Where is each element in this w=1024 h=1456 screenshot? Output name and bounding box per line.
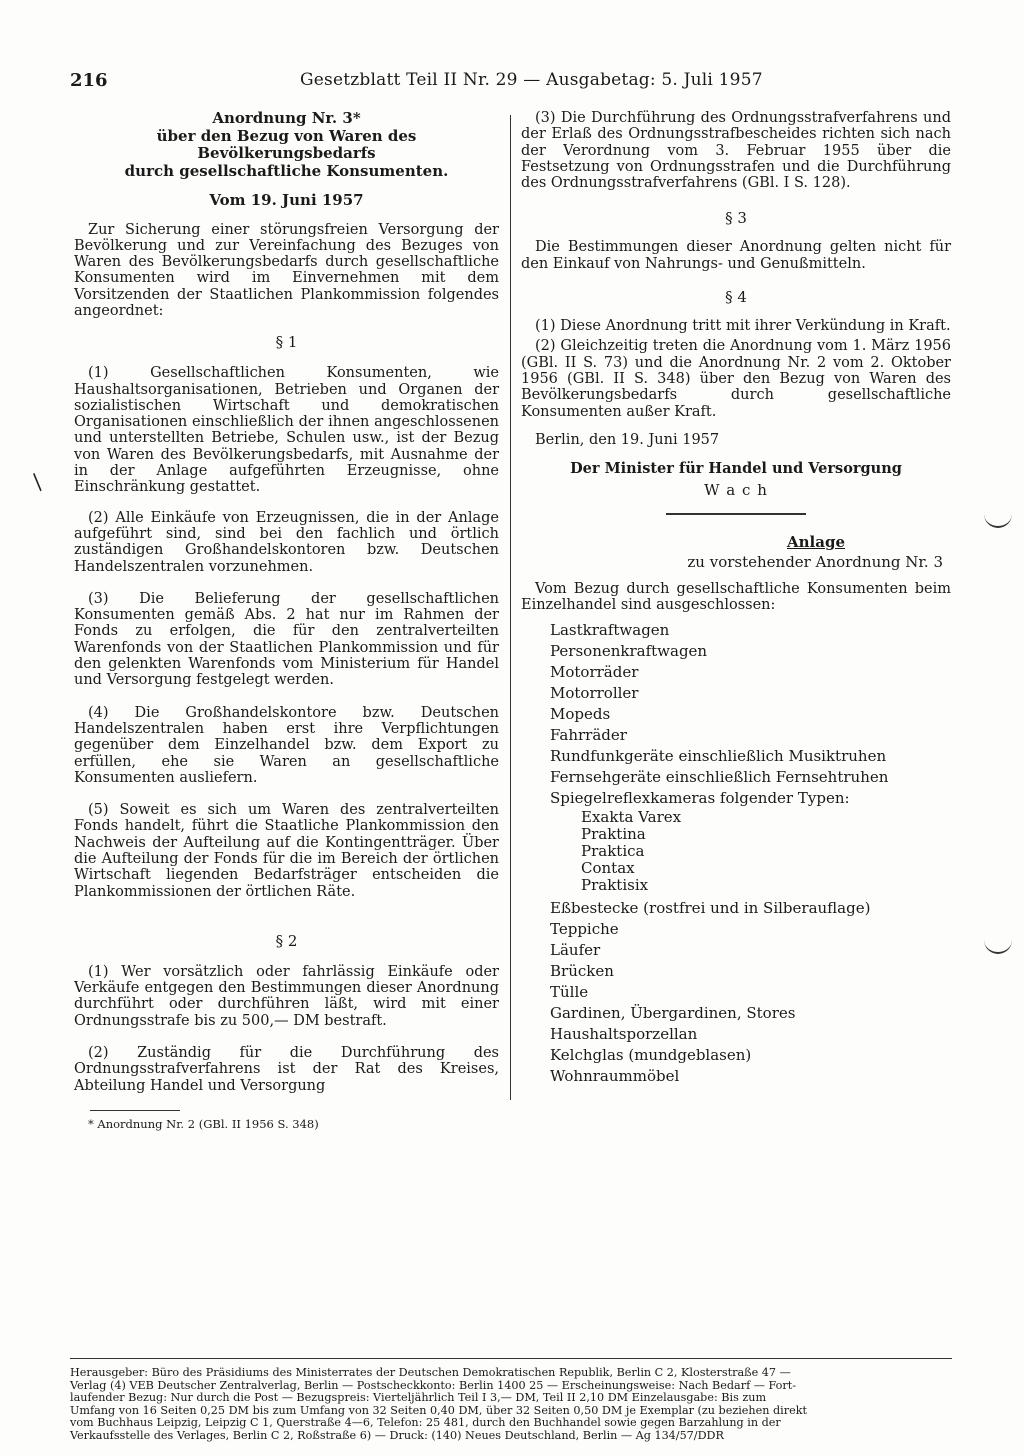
footnote: * Anordnung Nr. 2 (GBl. II 1956 S. 348) (88, 1116, 319, 1131)
list-item: Eßbestecke (rostfrei und in Silberauflage) (550, 898, 871, 917)
camera-types (581, 809, 951, 894)
signatory-title: Der Minister für Handel und Versorgung (570, 460, 902, 478)
list-item: Läufer (550, 940, 601, 959)
margin-mark (984, 938, 1012, 954)
camera-type: Praktisix (581, 875, 649, 894)
camera-type: Praktica (581, 841, 645, 860)
signatory-name: W a c h (704, 481, 768, 500)
list-item: Kelchglas (mundgeblasen) (550, 1045, 752, 1064)
place-date: Berlin, den 19. Juni 1957 (535, 431, 720, 448)
list-item: Fahrräder (550, 725, 627, 744)
imprint-line: laufender Bezug: Nur durch die Post — Bezugspreis: Vierteljährlich Teil I 3,— DM, Teil II 2,10 DM Einzelausgabe: Bis zum (70, 1391, 767, 1405)
list-item: Brücken (550, 961, 614, 980)
annex-title: Anlage (787, 533, 845, 552)
title-line-1: Anordnung Nr. 3* (212, 109, 361, 127)
section-1-para-1: (1) Gesellschaftlichen Konsumenten, wie Haushaltsorganisationen, Betrieben und Organen der sozialistischen Wirtschaft und demokratischen Organisationen einschließlich der ihnen angeschlossenen und unterstellten Betriebe, Schulen usw., ist der Bezug von Waren des Bevölkerungsbedarfs, mit Ausnahme der in der Anlage aufgeführten Erzeugnisse, ohne Einschränkung gestattet. (74, 365, 499, 496)
list-item: Motorroller (550, 683, 639, 702)
camera-type: Exakta Varex (581, 807, 682, 826)
margin-mark: / (26, 470, 49, 495)
list-item: Teppiche (550, 919, 619, 938)
section-2-para-1: (1) Wer vorsätzlich oder fahrlässig Einkäufe oder Verkäufe entgegen den Bestimmungen dieser Anordnung durchführt oder durchführen läßt, wird mit einer Ordnungsstrafe bis zu 500,— DM bestraft. (74, 963, 499, 1029)
column-divider (510, 115, 511, 1100)
list-item: Tülle (550, 982, 589, 1001)
section-2-para-3: (3) Die Durchführung des Ordnungsstrafverfahrens und der Erlaß des Ordnungsstrafbescheides richten sich nach der Verordnung vom 3. Februar 1955 über die Festsetzung von Ordnungsstrafen und die Durchführung des Ordnungsstrafverfahrens (GBl. I S. 128). (521, 110, 951, 192)
title-line-2: über den Bezug von Waren des Bevölkerungsbedarfs (156, 126, 417, 162)
list-item: Lastkraftwagen (550, 620, 670, 639)
page-number: 216 (70, 70, 108, 91)
section-1-para-4: (4) Die Großhandelskontore bzw. Deutschen Handelszentralen haben erst ihre Verpflichtungen gegenüber dem Einzelhandel bzw. dem Export zu erfüllen, ehe sie Waren an gesellschaftliche Konsumenten ausliefern. (74, 704, 499, 786)
imprint-rule (70, 1358, 952, 1359)
imprint-line: Herausgeber: Büro des Präsidiums des Ministerrates der Deutschen Demokratischen Republik, Berlin C 2, Klosterstraße 47 — (70, 1366, 791, 1379)
footnote-rule (90, 1110, 180, 1111)
imprint-line: Verkaufsstelle des Verlages, Berlin C 2, Roßstraße 6) — Druck: (140) Neues Deutschland, Berlin — Ag 134/57/DDR (70, 1428, 724, 1442)
section-3-heading: § 3 (725, 209, 747, 228)
camera-type: Contax (581, 858, 635, 877)
annex-subtitle: zu vorstehender Anordnung Nr. 3 (687, 553, 943, 572)
page-header (70, 70, 950, 98)
section-1-para-3: (3) Die Belieferung der gesellschaftlichen Konsumenten gemäß Abs. 2 hat nur im Rahmen der Fonds zu erfolgen, die für den zentralverteilten Warenfonds von der Staatlichen Plankommission und für den gelenkten Warenfonds vom Ministerium für Handel und Versorgung festgelegt werden. (74, 590, 499, 689)
section-2-para-2: (2) Zuständig für die Durchführung des Ordnungsstrafverfahrens ist der Rat des Kreises, Abteilung Handel und Versorgung (74, 1045, 499, 1094)
preamble: Zur Sicherung einer störungsfreien Versorgung der Bevölkerung und zur Vereinfachung des Bezuges von Waren des Bevölkerungsbedarfs durch gesellschaftliche Konsumenten wird im Einvernehmen mit dem Vorsitzenden der Staatlichen Plankommission folgendes angeordnet: (74, 221, 499, 319)
section-3-para-1: Die Bestimmungen dieser Anordnung gelten nicht für den Einkauf von Nahrungs- und Genußmitteln. (521, 239, 951, 272)
list-item: Wohnraummöbel (550, 1066, 680, 1085)
section-4-para-2: (2) Gleichzeitig treten die Anordnung vom 1. März 1956 (GBl. II S. 73) und die Anordnung Nr. 2 vom 2. Oktober 1956 (GBl. II S. 348) über den Bezug von Waren des Bevölkerungsbedarfs durch gesellschaftliche Konsumenten außer Kraft. (521, 338, 951, 420)
section-2-heading: § 2 (275, 931, 298, 950)
imprint-line: vom Buchhaus Leipzig, Leipzig C 1, Querstraße 4—6, Telefon: 25 481, durch den Buchhandel sowie gegen Barzahlung in der (70, 1416, 781, 1430)
signature-rule (666, 513, 806, 515)
imprint-line: Umfang von 16 Seiten 0,25 DM bis zum Umfang von 32 Seiten 0,40 DM, über 32 Seiten 0,50 DM je Exemplar (zu beziehen direkt (70, 1403, 807, 1417)
imprint (70, 1367, 952, 1443)
list-item: Rundfunkgeräte einschließlich Musiktruhen (550, 746, 887, 765)
list-item: Mopeds (550, 704, 611, 723)
list-item: Personenkraftwagen (550, 641, 708, 660)
list-item: Motorräder (550, 662, 639, 681)
list-item: Fernsehgeräte einschließlich Fernsehtruhen (550, 767, 889, 786)
header-title: Gesetzblatt Teil II Nr. 29 — Ausgabetag: 5. Juli 1957 (300, 70, 763, 90)
excluded-goods-list (550, 620, 951, 1087)
section-1-para-2: (2) Alle Einkäufe von Erzeugnissen, die in der Anlage aufgeführt sind, sind bei den fachlich und örtlich zuständigen Großhandelskontoren bzw. Deutschen Handelszentralen vorzunehmen. (74, 509, 499, 575)
right-column (521, 110, 951, 1087)
section-1-heading: § 1 (275, 333, 298, 352)
section-4-para-1: (1) Diese Anordnung tritt mit ihrer Verkündung in Kraft. (535, 318, 951, 335)
date-line: Vom 19. Juni 1957 (209, 191, 364, 209)
list-item: Haushaltsporzellan (550, 1024, 698, 1043)
camera-type: Praktina (581, 824, 646, 843)
margin-mark (984, 512, 1012, 528)
section-1-para-5: (5) Soweit es sich um Waren des zentralverteilten Fonds handelt, führt die Staatliche Plankommission den Nachweis der Aufteilung auf die Kontingentträger. Über die Aufteilung der Fonds für die im Bereich der örtlichen Wirtschaft liegenden Bedarfsträger entscheiden die Plankommissionen der örtlichen Räte. (74, 802, 499, 900)
list-item: Gardinen, Übergardinen, Stores (550, 1003, 796, 1022)
section-4-heading: § 4 (725, 288, 747, 307)
left-column (74, 110, 499, 1131)
imprint-line: Verlag (4) VEB Deutscher Zentralverlag, Berlin — Postscheckkonto: Berlin 1400 25 — Erscheinungsweise: Nach Bedarf — Fort- (70, 1378, 797, 1392)
list-item: Spiegelreflexkameras folgender Typen: (550, 788, 850, 807)
title-line-3: durch gesellschaftliche Konsumenten. (124, 161, 449, 180)
annex-intro: Vom Bezug durch gesellschaftliche Konsumenten beim Einzelhandel sind ausgeschlossen: (521, 581, 951, 614)
